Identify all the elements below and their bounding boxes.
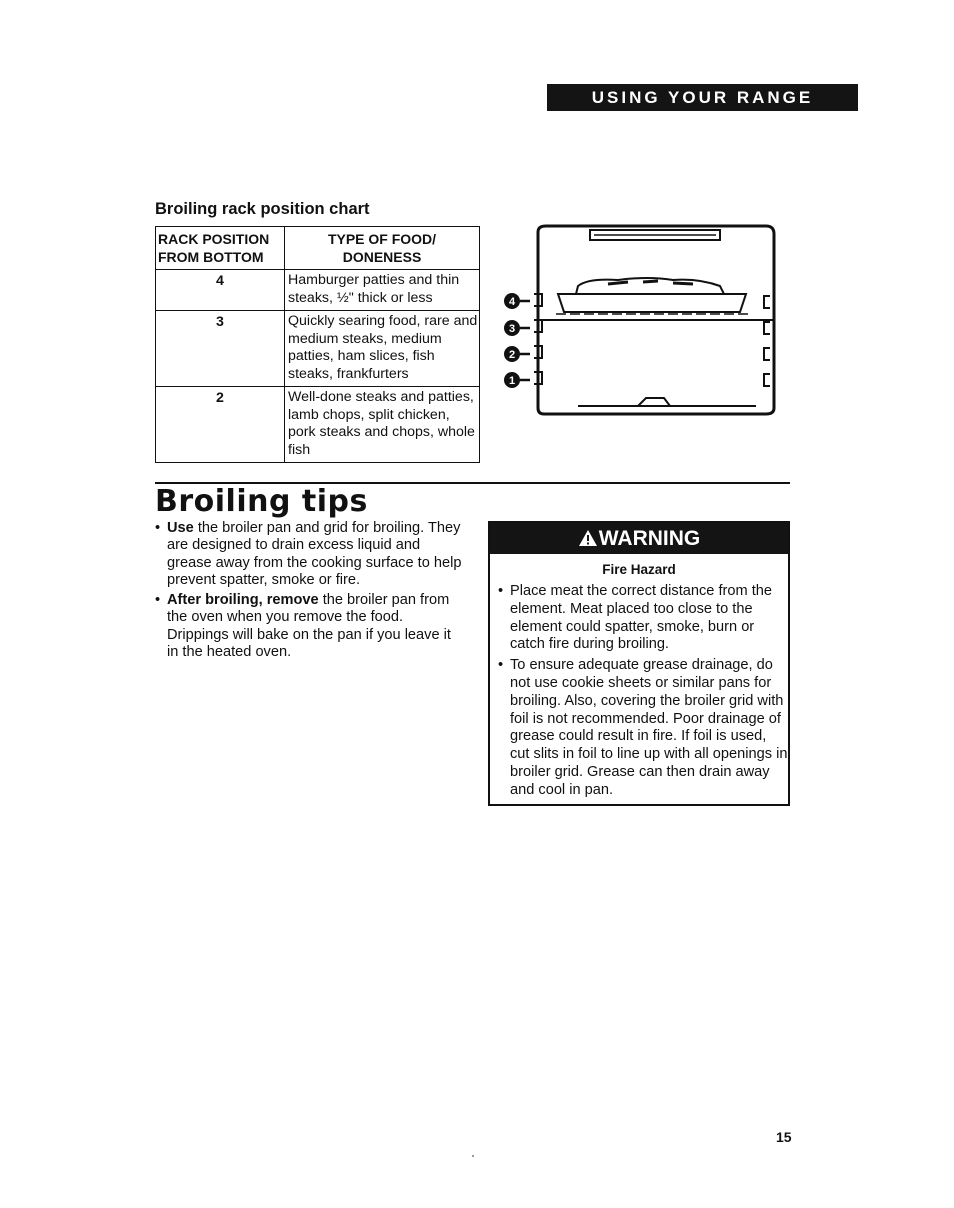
warning-list: [490, 583, 788, 800]
rack-marker-label: 3: [508, 323, 516, 335]
rack-marker-label: 1: [508, 375, 516, 387]
tip-lead: After broiling, remove: [167, 592, 319, 609]
rack-marker-label: 2: [508, 349, 516, 361]
list-item: • Place meat the correct distance from the element. Meat placed too close to the element could spatter, smoke, burn or catch fire during broiling.: [498, 583, 788, 654]
column-header-rack-position: RACK POSITION FROM BOTTOM: [156, 227, 285, 270]
food-type-cell: Well-done steaks and patties, lamb chops, split chicken, pork steaks and chops, whole fish: [285, 387, 480, 463]
table-row: [156, 270, 480, 311]
tip-text: the broiler pan from the oven when you remove the food. Drippings will bake on the pan if you leave it in the heated oven.: [167, 592, 451, 661]
rack-marker-label: 4: [508, 296, 516, 308]
rack-position-cell: 2: [156, 387, 285, 463]
rack-position-table: [155, 226, 480, 463]
table-row: [156, 311, 480, 387]
rack-marker-3: [504, 320, 530, 336]
scan-dot: [472, 1155, 474, 1157]
section-title: USING YOUR RANGE: [591, 88, 814, 107]
column-header-food-type: TYPE OF FOOD/ DONENESS: [285, 227, 480, 270]
oven-rack-diagram: [498, 222, 790, 422]
broiling-tips-list: [155, 520, 465, 664]
rack-chart-title: Broiling rack position chart: [155, 200, 370, 218]
section-header-bar: [547, 84, 858, 111]
broiling-tips-title: Broiling tips: [155, 484, 368, 519]
list-item: [155, 592, 465, 661]
page-number: 15: [776, 1129, 792, 1145]
food-type-cell: Hamburger patties and thin steaks, ½" thick or less: [285, 270, 480, 311]
list-item: [155, 520, 465, 589]
rack-marker-4: [504, 293, 530, 309]
fire-hazard-subheading: Fire Hazard: [602, 562, 676, 577]
warning-triangle-icon: [578, 529, 598, 547]
rack-position-cell: 3: [156, 311, 285, 387]
tip-text: the broiler pan and grid for broiling. They are designed to drain excess liquid and grease away from the cooking surface to help prevent spatter, smoke or fire.: [167, 520, 462, 588]
table-row: [156, 387, 480, 463]
oven-cavity-illustration: [498, 222, 790, 422]
warning-box: [488, 521, 790, 806]
warning-header: [490, 523, 788, 554]
warning-heading: WARNING: [598, 527, 701, 550]
table-header-row: [156, 227, 480, 270]
rack-marker-2: [504, 346, 530, 362]
food-type-cell: Quickly searing food, rare and medium steaks, medium patties, ham slices, fish steaks, frankfurters: [285, 311, 480, 387]
list-item: • To ensure adequate grease drainage, do not use cookie sheets or similar pans for broiling. Also, covering the broiler grid with foil is not recommended. Poor drainage of grease could result in fire. If foil is used, cut slits in foil to line up with all openings in broiler grid. Grease can then drain away and cool in pan.: [498, 657, 788, 799]
tip-lead: Use: [167, 520, 194, 536]
rack-marker-1: [504, 372, 530, 388]
rack-position-cell: 4: [156, 270, 285, 311]
